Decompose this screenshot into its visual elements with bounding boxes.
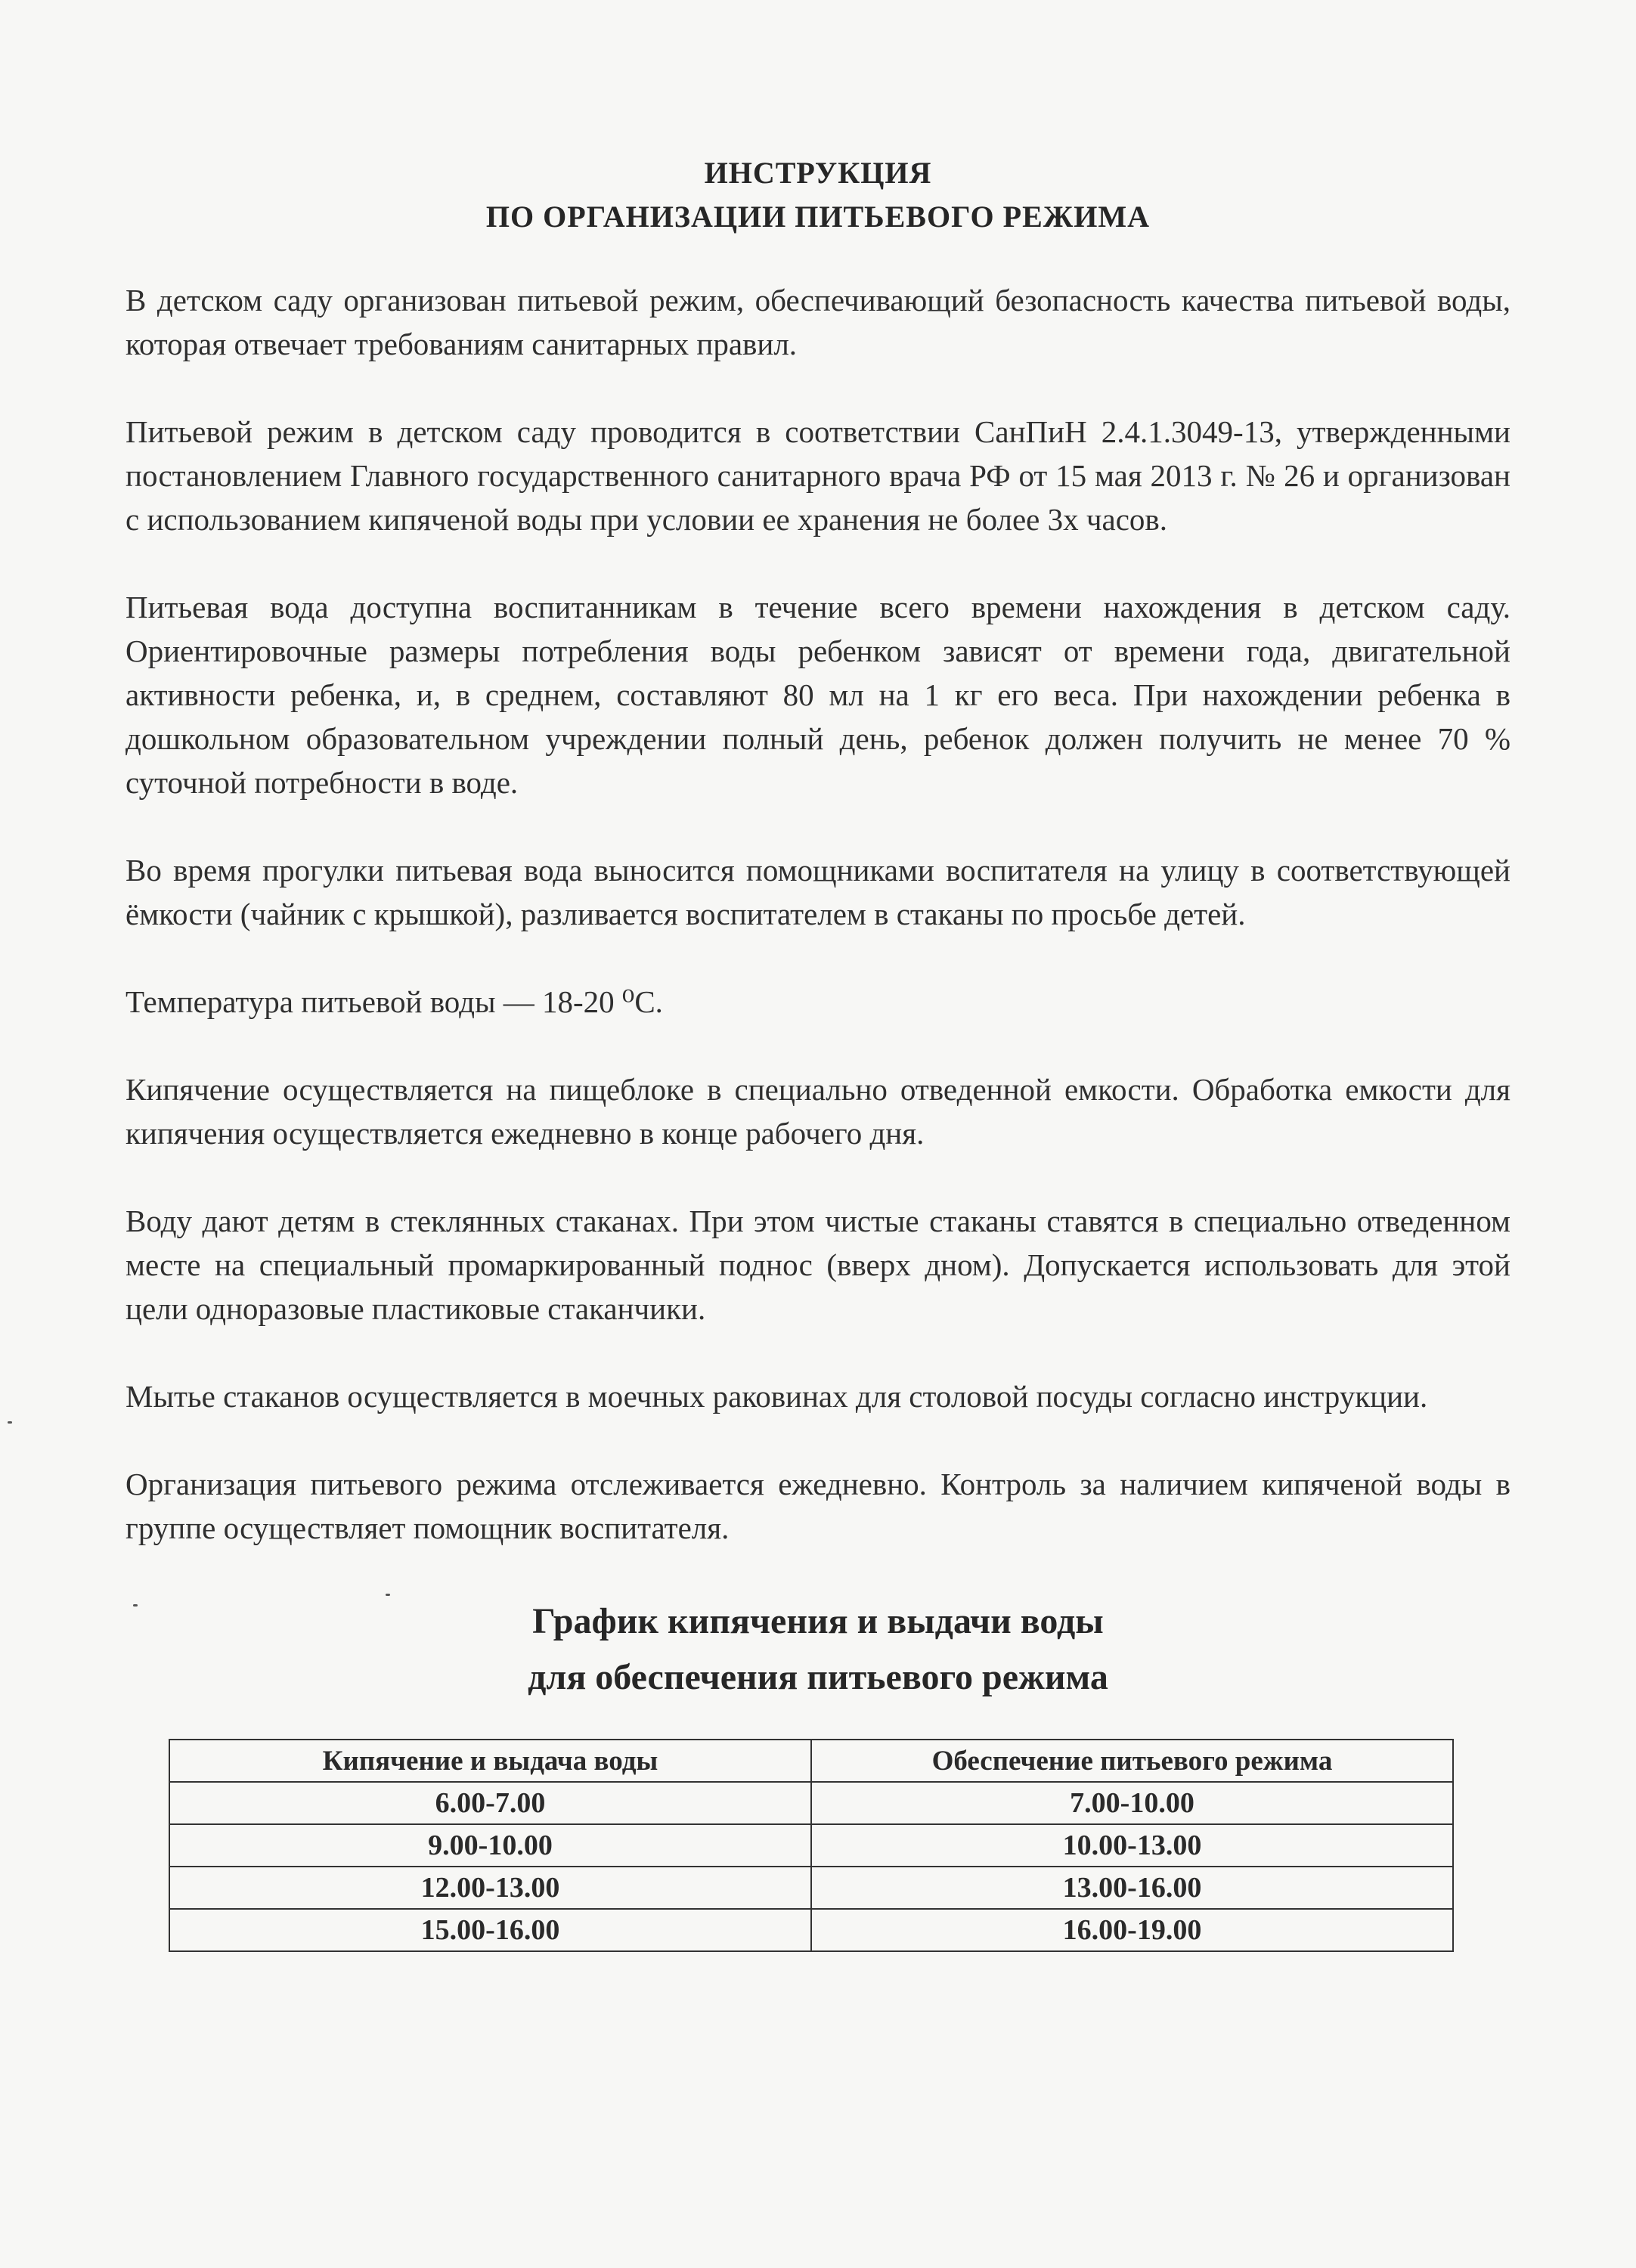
table-cell-provision: 7.00-10.00 [811,1782,1453,1824]
table-cell-boiling: 9.00-10.00 [169,1824,811,1867]
paragraph-control: Организация питьевого режима отслеживается ежедневно. Контроль за наличием кипяченой воды в группе осуществляет помощник воспитателя. [125,1467,1511,1545]
table-row [169,1824,1453,1867]
column-header-boiling: Кипячение и выдача воды [169,1740,811,1782]
document-title [125,0,1511,239]
paragraph-washing: Мытье стаканов осуществляется в моечных раковинах для столовой посуды согласно инструкции. [125,1379,1428,1414]
table-cell-provision: 16.00-19.00 [811,1909,1453,1951]
table-row [169,1782,1453,1824]
schedule-table [169,1739,1454,1952]
table-cell-boiling: 15.00-16.00 [169,1909,811,1951]
table-cell-provision: 10.00-13.00 [811,1824,1453,1867]
instruction-body [125,278,1511,1550]
title-line-1: ИНСТРУКЦИЯ [704,156,932,190]
paragraph-sanpin: Питьевой режим в детском саду проводится в соответствии СанПиН 2.4.1.3049-13, утвержденными постановлением Главного государственного санитарного врача РФ от 15 мая 2013 г. № 26 и организован с использованием кипяченой воды при условии ее хранения не более 3х часов. [125,414,1511,537]
paragraph-walk: Во время прогулки питьевая вода выносится помощниками воспитателя на улицу в соответствующей ёмкости (чайник с крышкой), разливается воспитателем в стаканы по просьбе детей. [125,853,1511,931]
scan-speck [133,1604,138,1606]
schedule-title [125,1594,1511,1706]
table-cell-boiling: 12.00-13.00 [169,1867,811,1909]
title-line-2: ПО ОРГАНИЗАЦИИ ПИТЬЕВОГО РЕЖИМА [485,200,1151,234]
table-header-row [169,1740,1453,1782]
schedule-title-line-1: График кипячения и выдачи воды [532,1601,1104,1641]
table-cell-boiling: 6.00-7.00 [169,1782,811,1824]
schedule-title-line-2: для обеспечения питьевого режима [528,1657,1108,1697]
paragraph-glasses: Воду дают детям в стеклянных стаканах. При этом чистые стаканы ставятся в специально отведенном месте на специальный промаркированный поднос (вверх дном). Допускается использовать для этой цели одноразовые пластиковые стаканчики. [125,1204,1511,1326]
scan-speck [8,1421,12,1424]
paragraph-drinking-regime: В детском саду организован питьевой режим, обеспечивающий безопасность качества питьевой воды, которая отвечает требованиям санитарных правил. [125,283,1511,361]
paragraph-temperature: Температура питьевой воды — 18-20 ⁰С. [125,984,663,1019]
paragraph-water-availability: Питьевая вода доступна воспитанникам в течение всего времени нахождения в детском саду. Ориентировочные размеры потребления воды ребенком зависят от времени года, двигательной активности ребенка, и, в среднем, составляют 80 мл на 1 кг его веса. При нахождении ребенка в дошкольном образовательном учреждении полный день, ребенок должен получить не менее 70 % суточной потребности в воде. [125,590,1511,800]
table-row [169,1867,1453,1909]
paragraph-boiling: Кипячение осуществляется на пищеблоке в специально отведенной емкости. Обработка емкости для кипячения осуществляется ежедневно в конце рабочего дня. [125,1072,1511,1151]
table-cell-provision: 13.00-16.00 [811,1867,1453,1909]
table-row [169,1909,1453,1951]
scan-speck [386,1594,390,1596]
column-header-provision: Обеспечение питьевого режима [811,1740,1453,1782]
